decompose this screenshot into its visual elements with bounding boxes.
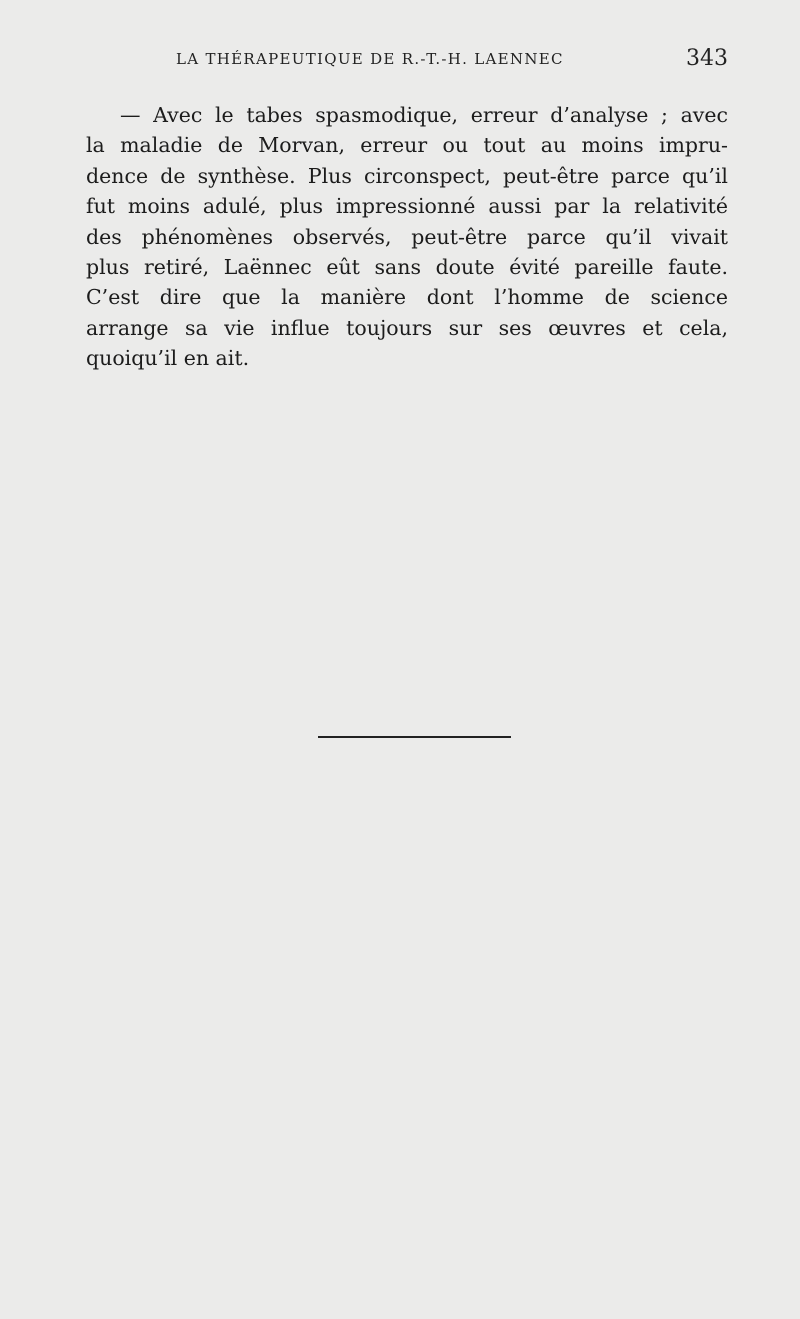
text-line: fut moins adulé, plus impressionné aussi par la relativité [86, 194, 728, 219]
running-head [176, 46, 728, 76]
page-number: 343 [686, 46, 728, 71]
text-line: dence de synthèse. Plus circonspect, peut-être parce qu’il [86, 163, 728, 188]
text-line: — Avec le tabes spasmodique, erreur d’analyse ; avec [120, 103, 728, 127]
text-line: arrange sa vie influe toujours sur ses œuvres et cela, [86, 315, 728, 340]
paragraph [86, 100, 728, 374]
text-line: quoiqu’il en ait. [86, 346, 250, 371]
text-line: C’est dire que la manière dont l’homme de science [86, 285, 728, 310]
text-line: plus retiré, Laënnec eût sans doute évité pareille faute. [86, 255, 728, 280]
text-line: des phénomènes observés, peut-être parce qu’il vivait [86, 224, 728, 249]
text-line: la maladie de Morvan, erreur ou tout au moins impru- [86, 133, 728, 158]
end-of-chapter-rule [318, 736, 511, 738]
running-title: LA THÉRAPEUTIQUE DE R.-T.-H. LAENNEC [176, 50, 564, 68]
